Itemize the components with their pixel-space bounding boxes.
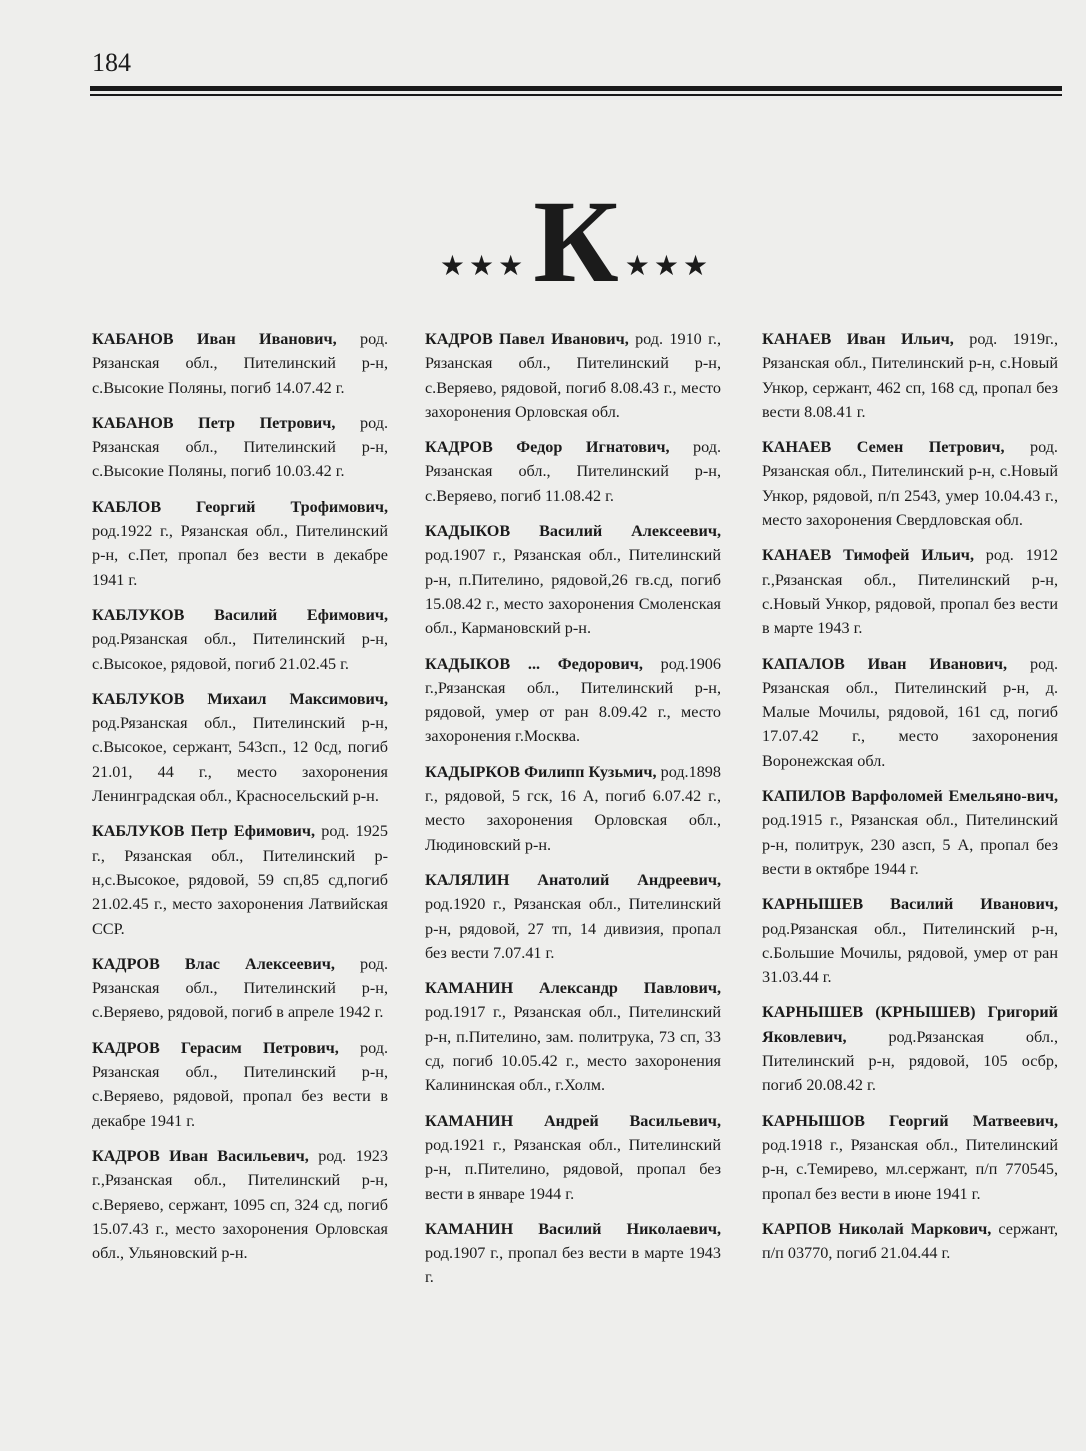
entry-text: сержант, п/п 03770, погиб 21.04.44 г. [762,1219,1058,1263]
entry-name: КАДЫКОВ ... Федорович, [425,654,643,673]
entry-text: род.1907 г., Рязанская обл., Пителинский р-н, п.Пителино, рядовой,26 гв.сд, погиб 15.08.42 г., место захоронения Смоленская обл., Кармановский р-н. [425,546,721,638]
stars-right-icon: ★★★ [624,251,713,282]
entry-text: род. 1919г., Рязанская обл., Пителинский р-н, с.Новый Ункор, сержант, 462 сп, 168 сд, пропал без вести 8.08.41 г. [762,330,1058,421]
entry [92,819,388,940]
entry-text: род. 1923 г.,Рязанская обл., Пителинский р-н, с.Веряево, сержант, 1095 сп, 324 сд, погиб 15.07.43 г., место захоронения Орловская обл., Ульяновский р-н. [92,1146,388,1263]
entry-name: КАДЫКОВ Василий Алексеевич, [425,522,721,541]
entry [425,1109,721,1206]
entry [762,543,1058,640]
entry-text: род.1921 г., Рязанская обл., Пителинский р-н, п.Пителино, рядовой, пропал без вести в январе 1944 г. [425,1135,721,1203]
entry [425,652,721,749]
entry-name: КАДРОВ Влас Алексеевич, [92,954,335,973]
stars-left-icon: ★★★ [439,251,528,282]
entry-text: род.1906 г.,Рязанская обл., Пителинский р-н, рядовой, умер от ран 8.09.42 г., место захоронения г.Москва. [425,654,721,746]
entry [762,652,1058,773]
entry-name: КАБАНОВ Петр Петрович, [92,413,336,432]
entry-name: КАБЛОВ Георгий Трофимович, [92,497,388,516]
entry [92,687,388,808]
entry-name: КАПИЛОВ Варфоломей Емельяно-вич, [762,787,1058,806]
entry-text: род. 1912 г.,Рязанская обл., Пителинский р-н, с.Новый Ункор, рядовой, пропал без вести в марте 1943 г. [762,546,1058,638]
entry [425,760,721,857]
entry-text: род.Рязанская обл., Пителинский р-н, с.Высокое, рядовой, погиб 21.02.45 г. [92,630,388,673]
section-letter: К [533,176,619,307]
entry [425,1217,721,1290]
entry [762,892,1058,989]
entry-text: род. 1925 г., Рязанская обл., Пителинский р-н,с.Высокое, рядовой, 59 сп,85 сд,погиб 21.02.45 г., место захоронения Латвийская ССР. [92,822,388,938]
entry-name: КАНАЕВ Семен Петрович, [762,438,1005,457]
entry-name: КАПАЛОВ Иван Иванович, [762,654,1008,673]
header-rule-thick [90,86,1062,91]
column-2 [425,327,721,1301]
entry-name: КАДРОВ Федор Игнатович, [425,438,670,457]
entry-text: род.Рязанская обл., Пителинский р-н, с.Большие Мочилы, рядовой, умер от ран 31.03.44 г. [762,919,1058,987]
entry [762,435,1058,532]
entry-name: КАМАНИН Александр Павлович, [425,979,721,998]
entry-name: КАБАНОВ Иван Иванович, [92,330,337,348]
entry [92,1144,388,1265]
entry-name: КАРНЫШОВ Георгий Матвеевич, [762,1111,1058,1130]
entry-name: КАБЛУКОВ Василий Ефимович, [92,605,388,624]
entry-name: КАДРОВ Иван Васильевич, [92,1146,309,1165]
entry [425,327,721,424]
entry-text: род.Рязанская обл., Пителинский р-н, рядовой, 105 осбр, погиб 20.08.42 г. [762,1027,1058,1095]
entry-text: род. Рязанская обл., Пителинский р-н, с.Веряево, рядовой, пропал без вести в декабре 1941 г. [92,1038,388,1130]
entry [762,784,1058,881]
entry-name: КАБЛУКОВ Петр Ефимович, [92,822,315,841]
entry-text: род. 1910 г., Рязанская обл., Пителинский р-н, с.Веряево, рядовой, погиб 8.08.43 г., место захоронения Орловская обл. [425,330,721,421]
entry [762,1109,1058,1206]
entry-name: КАМАНИН Андрей Васильевич, [425,1111,721,1130]
entry-text: род.1918 г., Рязанская обл., Пителинский р-н, с.Темирево, мл.сержант, п/п 770545, пропал без вести в июне 1941 г. [762,1135,1058,1203]
entry [425,976,721,1097]
entry-name: КАРНЫШЕВ Василий Иванович, [762,895,1058,914]
entry [92,952,388,1025]
column-1 [92,327,388,1276]
entry-text: род.Рязанская обл., Пителинский р-н, с.Высокое, сержант, 543сп., 12 0сд, погиб 21.01, 44 г., место захоронения Ленинградская обл., Красносельский р-н. [92,714,388,806]
column-3 [762,327,1058,1276]
entry-name: КАРНЫШЕВ (КРНЫШЕВ) Григорий Яковлевич, [762,1003,1058,1046]
entry-text: род.1917 г., Рязанская обл., Пителинский р-н, п.Пителино, зам. политрука, 73 сп, 33 сд, погиб 10.05.42 г., место захоронения Калининская обл., г.Холм. [425,1003,721,1095]
entry-text: род.1922 г., Рязанская обл., Пителинский р-н, с.Пет, пропал без вести в декабре 1941 г. [92,522,388,589]
entry-text: род. Рязанская обл., Пителинский р-н, с.Веряево, рядовой, погиб в апреле 1942 г. [92,954,388,1022]
entry-text: род. Рязанская обл., Пителинский р-н, с.Высокие Поляны, погиб 14.07.42 г. [92,330,388,397]
entry [92,603,388,676]
entry-name: КАДРОВ Павел Иванович, [425,330,629,348]
entry-text: род. Рязанская обл., Пителинский р-н, с.Высокие Поляны, погиб 10.03.42 г. [92,413,388,481]
entry-name: КАНАЕВ Тимофей Ильич, [762,546,974,565]
entry-name: КАРПОВ Николай Маркович, [762,1219,992,1238]
entry-name: КАЛЯЛИН Анатолий Андреевич, [425,870,721,889]
entry-text: род.1907 г., пропал без вести в марте 1943 г. [425,1244,721,1287]
entry [92,495,388,592]
entry-name: КАДРОВ Герасим Петрович, [92,1038,339,1057]
entry-text: род. Рязанская обл., Пителинский р-н, с.Новый Ункор, рядовой, п/п 2543, умер 10.04.43 г., место захоронения Свердловская обл. [762,438,1058,530]
entry [762,1000,1058,1097]
entry-text: род.1915 г., Рязанская обл., Пителинский р-н, политрук, 230 азсп, 5 А, пропал без вести в октябре 1944 г. [762,811,1058,878]
page-number: 184 [92,48,131,77]
entry-name: КАДЫРКОВ Филипп Кузьмич, [425,762,657,781]
entry-text: род. Рязанская обл., Пителинский р-н, д. Малые Мочилы, рядовой, 161 сд, погиб 17.07.42 г., место захоронения Воронежская обл. [762,654,1058,770]
entry-text: род. Рязанская обл., Пителинский р-н, с.Веряево, погиб 11.08.42 г. [425,438,721,505]
entry [425,435,721,508]
entry-name: КАБЛУКОВ Михаил Максимович, [92,689,388,708]
entry-text: род.1898 г., рядовой, 5 гск, 16 А, погиб 6.07.42 г., место захоронения Орловская обл., Людиновский р-н. [425,762,721,854]
entry [425,519,721,640]
entry [425,868,721,965]
entry [92,1036,388,1133]
entry-text: род.1920 г., Рязанская обл., Пителинский р-н, рядовой, 27 тп, 14 дивизия, пропал без вести 7.07.41 г. [425,895,721,962]
header-rule-thin [90,94,1062,96]
entry-name: КАМАНИН Василий Николаевич, [425,1219,721,1238]
section-heading [428,176,724,307]
entry [92,327,388,400]
entry [762,327,1058,424]
entry [92,411,388,484]
entry-name: КАНАЕВ Иван Ильич, [762,330,954,348]
entry [762,1217,1058,1266]
